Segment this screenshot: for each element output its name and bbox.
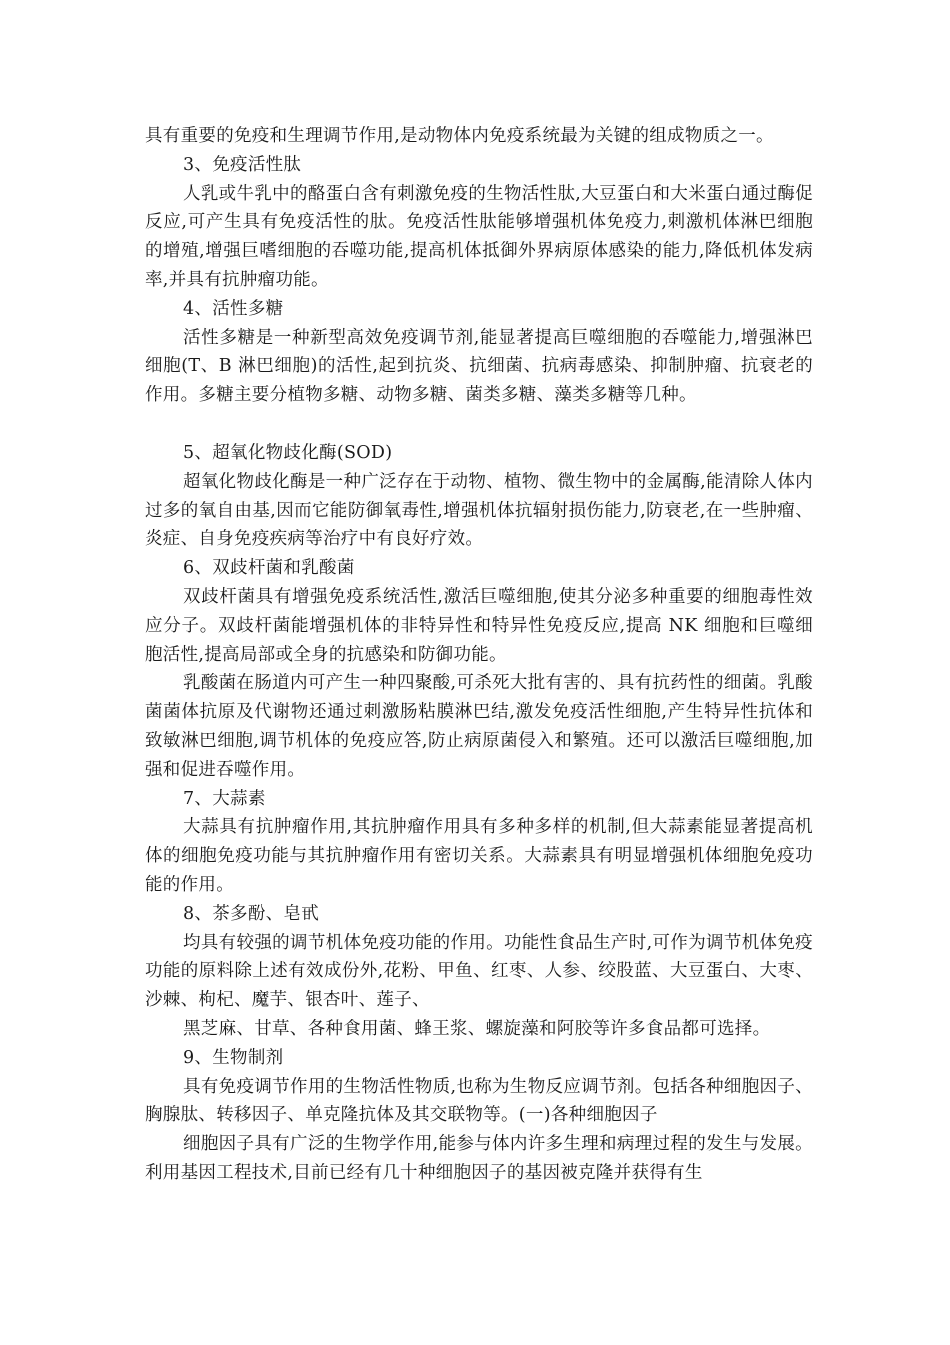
paragraph-allicin: 大蒜具有抗肿瘤作用,其抗肿瘤作用具有多种多样的机制,但大蒜素能显著提高机体的细胞免疫功能与其抗肿瘤作用有密切关系。大蒜素具有明显增强机体细胞免疫功能的作用。 xyxy=(145,817,813,895)
heading-sod: 5、超氧化物歧化酶(SOD) xyxy=(183,442,393,463)
paragraph-lactobacillus: 乳酸菌在肠道内可产生一种四聚酸,可杀死大批有害的、具有抗药性的细菌。乳酸菌菌体抗原及代谢物还通过刺激肠粘膜淋巴结,激发免疫活性细胞,产生特异性抗体和致敏淋巴细胞,调节机体的免疫应答,防止病原菌侵入和繁殖。还可以激活巨噬细胞,加强和促进吞噬作用。 xyxy=(145,673,813,780)
document-page xyxy=(145,122,813,1188)
heading-allicin: 7、大蒜素 xyxy=(183,788,266,809)
paragraph-food-list: 黑芝麻、甘草、各种食用菌、蜂王浆、螺旋藻和阿胶等许多食品都可选择。 xyxy=(183,1018,771,1039)
paragraph-cytokines: 细胞因子具有广泛的生物学作用,能参与体内许多生理和病理过程的发生与发展。利用基因工程技术,目前已经有几十种细胞因子的基因被克隆并获得有生 xyxy=(145,1134,813,1183)
paragraph-immune-peptide: 人乳或牛乳中的酪蛋白含有刺激免疫的生物活性肽,大豆蛋白和大米蛋白通过酶促反应,可产生具有免疫活性的肽。免疫活性肽能够增强机体免疫力,刺激机体淋巴细胞的增殖,增强巨嗜细胞的吞噬功能,提高机体抵御外界病原体感染的能力,降低机体发病率,并具有抗肿瘤功能。 xyxy=(145,183,813,290)
blank-line xyxy=(145,410,813,439)
paragraph-bifidobacteria: 双歧杆菌具有增强免疫系统活性,激活巨噬细胞,使其分泌多种重要的细胞毒性效应分子。双歧杆菌能增强机体的非特异性和特异性免疫反应,提高 NK 细胞和巨噬细胞活性,提高局部或全身的抗感染和防御功能。 xyxy=(145,586,813,665)
paragraph-sod: 超氧化物歧化酶是一种广泛存在于动物、植物、微生物中的金属酶,能清除人体内过多的氧自由基,因而它能防御氧毒性,增强机体抗辐射损伤能力,防衰老,在一些肿瘤、炎症、自身免疫疾病等治疗中有良好疗效。 xyxy=(145,471,813,550)
heading-polysaccharide: 4、活性多糖 xyxy=(183,298,284,319)
heading-tea-polyphenol: 8、茶多酚、皂甙 xyxy=(183,903,320,924)
paragraph-intro: 具有重要的免疫和生理调节作用,是动物体内免疫系统最为关键的组成物质之一。 xyxy=(145,126,774,146)
paragraph-biologics: 具有免疫调节作用的生物活性物质,也称为生物反应调节剂。包括各种细胞因子、胸腺肽、转移因子、单克隆抗体及其交联物等。(一)各种细胞因子 xyxy=(145,1076,813,1126)
paragraph-polysaccharide: 活性多糖是一种新型高效免疫调节剂,能显著提高巨噬细胞的吞噬能力,增强淋巴细胞(T、B 淋巴细胞)的活性,起到抗炎、抗细菌、抗病毒感染、抑制肿瘤、抗衰老的作用。多糖主要分植物多糖、动物多糖、菌类多糖、藻类多糖等几种。 xyxy=(145,327,813,406)
paragraph-tea-polyphenol: 均具有较强的调节机体免疫功能的作用。功能性食品生产时,可作为调节机体免疫功能的原料除上述有效成份外,花粉、甲鱼、红枣、人参、绞股蓝、大豆蛋白、大枣、沙棘、枸杞、魔芋、银杏叶、莲子、 xyxy=(145,932,813,1011)
heading-immune-peptide: 3、免疫活性肽 xyxy=(183,154,302,175)
heading-bifidobacteria: 6、双歧杆菌和乳酸菌 xyxy=(183,558,355,579)
heading-biologics: 9、生物制剂 xyxy=(183,1047,284,1068)
